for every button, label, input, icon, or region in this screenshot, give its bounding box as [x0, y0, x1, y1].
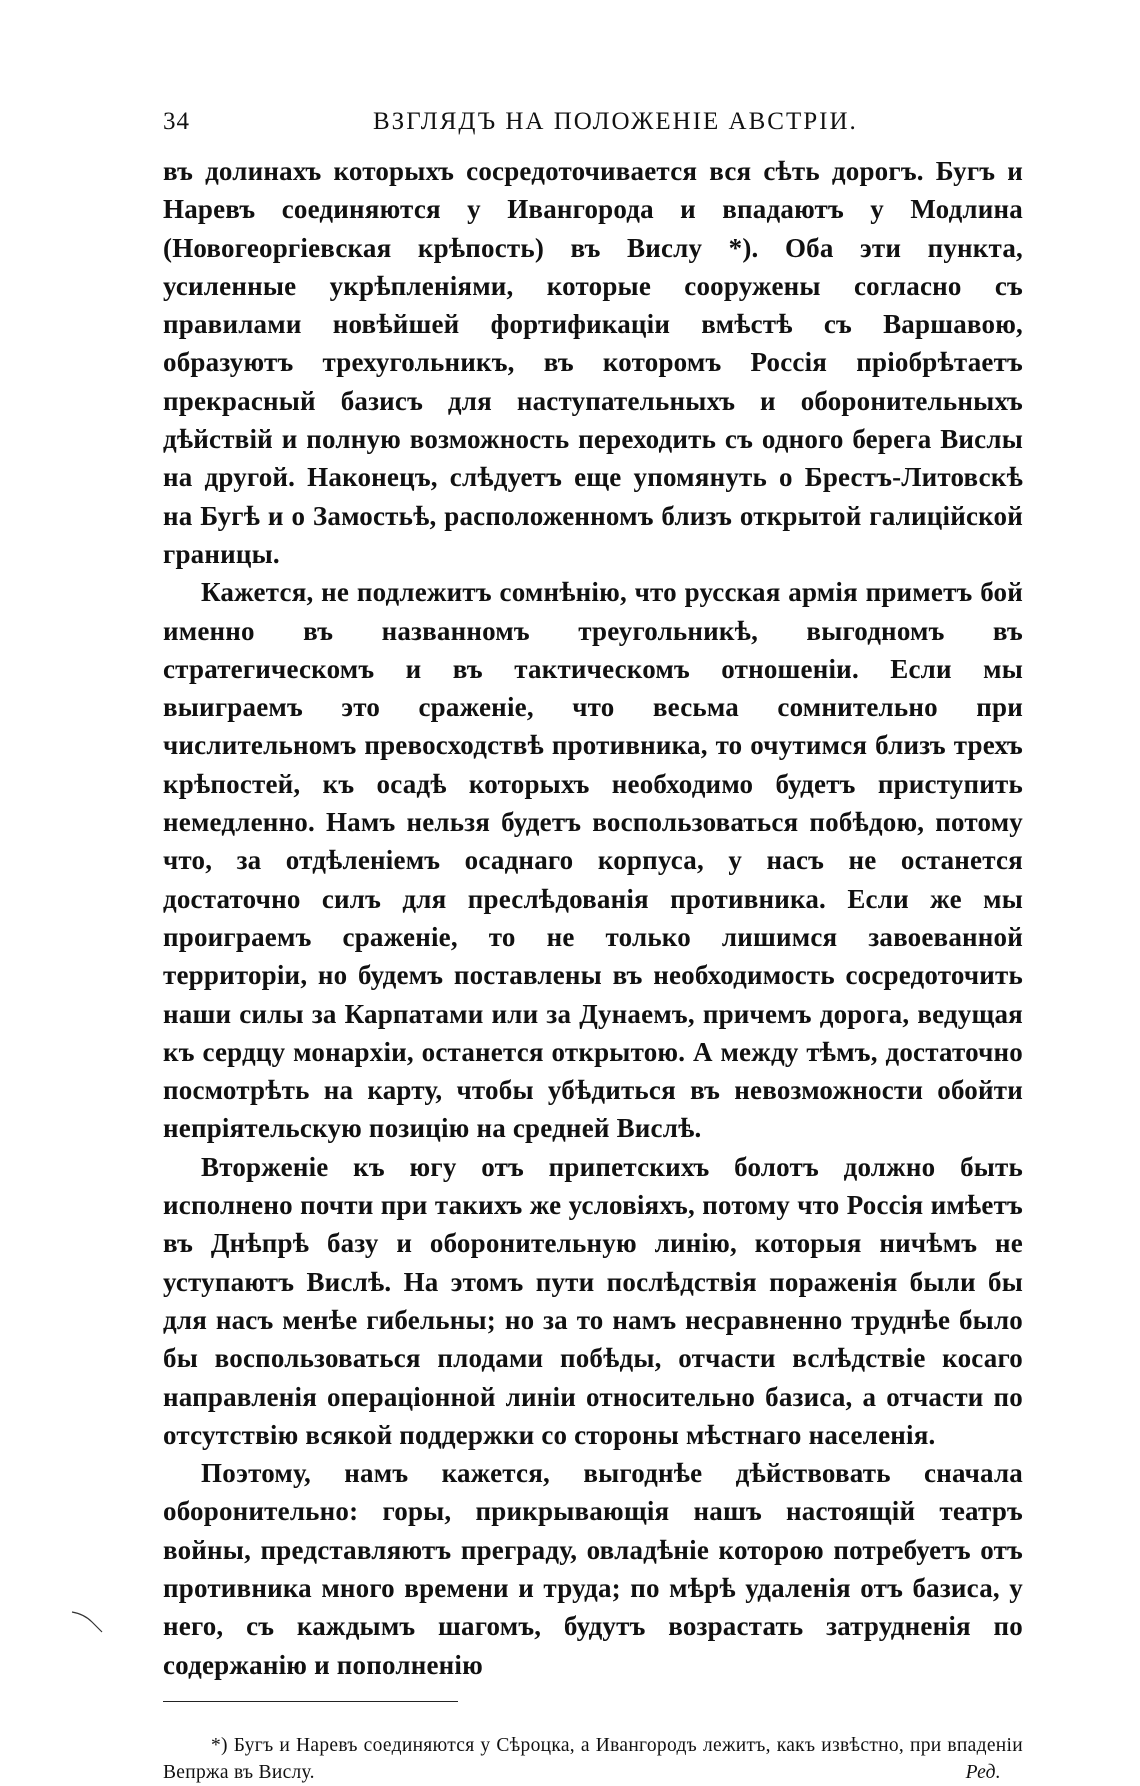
scan-mark [70, 1608, 110, 1638]
paragraph: Поэтому, намъ кажется, выгоднѣе дѣйствовать сначала оборонительно: горы, прикрывающія нашъ настоящій театръ войны, представляютъ преграду, овладѣніе которою потребуетъ отъ противника много времени и труда; по мѣрѣ удаленія отъ базиса, у него, съ каждымъ шагомъ, будутъ возрастать затрудненія по содержанію и пополненію [163, 1458, 1023, 1680]
running-title: ВЗГЛЯДЪ НА ПОЛОЖЕНІЕ АВСТРІИ. [373, 108, 858, 135]
paragraph: Вторженіе къ югу отъ припетскихъ болотъ должно быть исполнено почти при такихъ же условіяхъ, потому что Россія имѣетъ въ Днѣпрѣ базу и оборонительную линію, которыя ничѣмъ не уступаютъ Вислѣ. На этомъ пути послѣдствія пораженія были бы для насъ менѣе гибельны; но за то намъ несравненно труднѣе было бы воспользоваться плодами побѣды, отчасти вслѣдствіе косаго направленія операціонной линіи относительно базиса, а отчасти по отсутствію всякой поддержки со стороны мѣстнаго населенія. [163, 1151, 1023, 1450]
footnote-divider [163, 1701, 458, 1702]
paragraph: въ долинахъ которыхъ сосредоточивается вся сѣть дорогъ. Бугъ и Наревъ соединяются у Ивангорода и впадаютъ у Модлина (Новогеоргіевская крѣпость) въ Вислу *). Оба эти пункта, усиленные укрѣпленіями, которые сооружены согласно съ правилами новѣйшей фортификаціи вмѣстѣ съ Варшавою, образуютъ трехугольникъ, въ которомъ Россія пріобрѣтаетъ прекрасный базисъ для наступательныхъ и оборонительныхъ дѣйствій и полную возможность переходить съ одного берега Вислы на другой. Наконецъ, слѣдуетъ еще упомянуть о Брестъ-Литовскѣ на Бугѣ и о Замостьѣ, расположенномъ близъ открытой галиційской границы. [163, 156, 1023, 569]
book-page [163, 108, 1023, 1786]
paragraph: Кажется, не подлежитъ сомнѣнію, что русская армія приметъ бой именно въ названномъ треугольникѣ, выгодномъ въ стратегическомъ и въ тактическомъ отношеніи. Если мы выиграемъ это сраженіе, что весьма сомнительно при числительномъ превосходствѣ противника, то очутимся близъ трехъ крѣпостей, къ осадѣ которыхъ необходимо будетъ приступить немедленно. Намъ нельзя будетъ воспользоваться побѣдою, потому что, за отдѣленіемъ осаднаго корпуса, у насъ не останется достаточно силъ для преслѣдованія противника. Если же мы проиграемъ сраженіе, то не только лишимся завоеванной территоріи, но будемъ поставлены въ необходимость сосредоточить наши силы за Карпатами или за Дунаемъ, причемъ дорога, ведущая къ сердцу монархіи, останется открытою. А между тѣмъ, достаточно посмотрѣть на карту, чтобы убѣдиться въ невозможности обойти непріятельскую позицію на средней Вислѣ. [163, 577, 1023, 1144]
footnote [163, 1732, 1023, 1786]
page-number: 34 [163, 108, 190, 135]
footnote-signature: Ред. [965, 1761, 1001, 1783]
footnote-text: *) Бугъ и Наревъ соединяются у Сѣроцка, а Ивангородъ лежитъ, какъ извѣстно, при впаденіи Вепржа въ Вислу. [163, 1734, 1023, 1783]
running-head [163, 108, 1023, 152]
body-text [163, 152, 1023, 1684]
